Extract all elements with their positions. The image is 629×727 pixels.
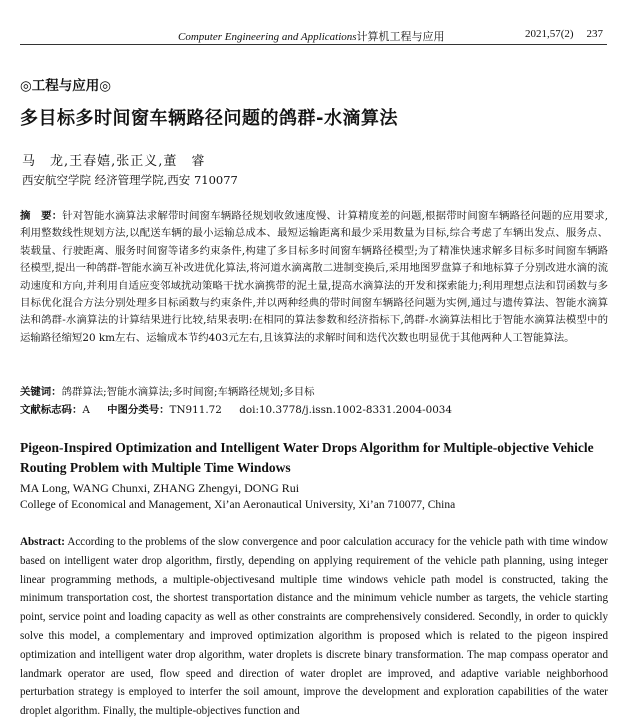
journal-name-cn: 计算机工程与应用 [356,31,445,43]
doi: doi:10.3778/j.issn.1002-8331.2004-0034 [239,404,453,416]
chinese-abstract [20,208,608,347]
issue-number: 2021,57(2) [525,28,574,40]
english-authors: MA Long, WANG Chunxi, ZHANG Zhengyi, DONG Rui [20,481,300,495]
running-header [20,24,607,45]
english-affiliation: College of Economical and Management, Xi’an Aeronautical University, Xi’an 710077, China [20,499,456,511]
page-number: 237 [586,28,603,40]
english-title: Pigeon-Inspired Optimization and Intelligent Water Drops Algorithm for Multiple-objective Vehicle Routing Problem with Multiple Time Windows [20,440,594,475]
chinese-authors: 马 龙,王春嬉,张正义,董 睿 [22,154,206,169]
english-abstract [20,533,608,721]
chinese-title: 多目标多时间窗车辆路径问题的鸽群-水滴算法 [20,108,398,129]
chinese-keywords [20,384,608,400]
keywords-label: 关键词： [20,386,62,398]
chinese-affiliation: 西安航空学院 经济管理学院,西安 710077 [22,173,238,187]
document-code: A [82,404,90,416]
clc-label: 中图分类号： [107,404,170,416]
journal-name-en: Computer Engineering and Applications [178,31,357,43]
english-abstract-text: According to the problems of the slow convergence and poor calculation accuracy for the vehicle path with time window based on intelligent water drop algorithm, firstly, depending on applying requirement of the vehicle path planning, using integer linear programming methods, a multiple-objectivesand multiple time windows vehicle path model is constructed, taking the minimum transportation cost, the shortest transportation distance and the minimum vehicle number as targets, the vehicle starting point, service point and loading capacity as well as other constraints are comprehensively considered. Secondly, in order to quickly solve this model, a complementary and improved optimization algorithm is proposed which is related to the pigeon inspired optimization and intelligent water drop algorithm, water droplets is discrete binary transformation. The map compass operator and landmark operator are used, flow speed and direction of water droplet are improved, and adaptive variable neighborhood perturbation strategy is employed to interfer the soil amount, improve the development and exploration capabilities of the water droplet algorithm. Finally, the multiple-objectives function and [20,536,609,718]
journal-name [178,28,445,44]
section-label: ◎工程与应用◎ [20,78,112,94]
keywords-text: 鸽群算法;智能水滴算法;多时间窗;车辆路径规划;多目标 [61,386,315,398]
clc-number: TN911.72 [169,404,222,416]
chinese-abstract-label: 摘 要： [20,210,63,222]
article-metadata [20,402,610,418]
document-code-label: 文献标志码： [20,404,83,416]
chinese-abstract-text: 针对智能水滴算法求解带时间窗车辆路径规划收敛速度慢、计算精度差的问题,根据带时间窗车辆路径问题的应用要求,利用整数线性规划方法,以配送车辆的最小运输总成本、最短运输距离和最少采用数量为目标,综合考虑了车辆出发点、服务点、装载量、行驶距离、服务时间窗等诸多约束条件,构建了多目标多时间窗车辆路径模型;为了精准快速求解多目标多时间窗车辆路径模型,提出一种鸽群-智能水滴互补改进优化算法,将河道水滴离散二进制变换后,采用地图罗盘算子和地标算子分别改进水滴的流动速度和方向,并利用自适应变邻域扰动策略干扰水滴携带的泥土量,提高水滴算法的开发和探索能力;利用理想点法和罚函数与多目标优化混合方法分别处理多目标函数与约束条件,并以两种经典的带时间窗车辆路径问题为实例,通过与遗传算法、智能水滴算法和鸽群-水滴算法的计算结果进行比较,结果表明:在相同的算法参数和经济指标下,鸽群-水滴算法相比于智能水滴算法模型中的运输路径缩短20 km左右、运输成本节约403元左右,且该算法的求解时间和迭代次数也明显优于其他两种人工智能算法。 [20,210,609,344]
english-abstract-label: Abstract: [20,536,65,548]
